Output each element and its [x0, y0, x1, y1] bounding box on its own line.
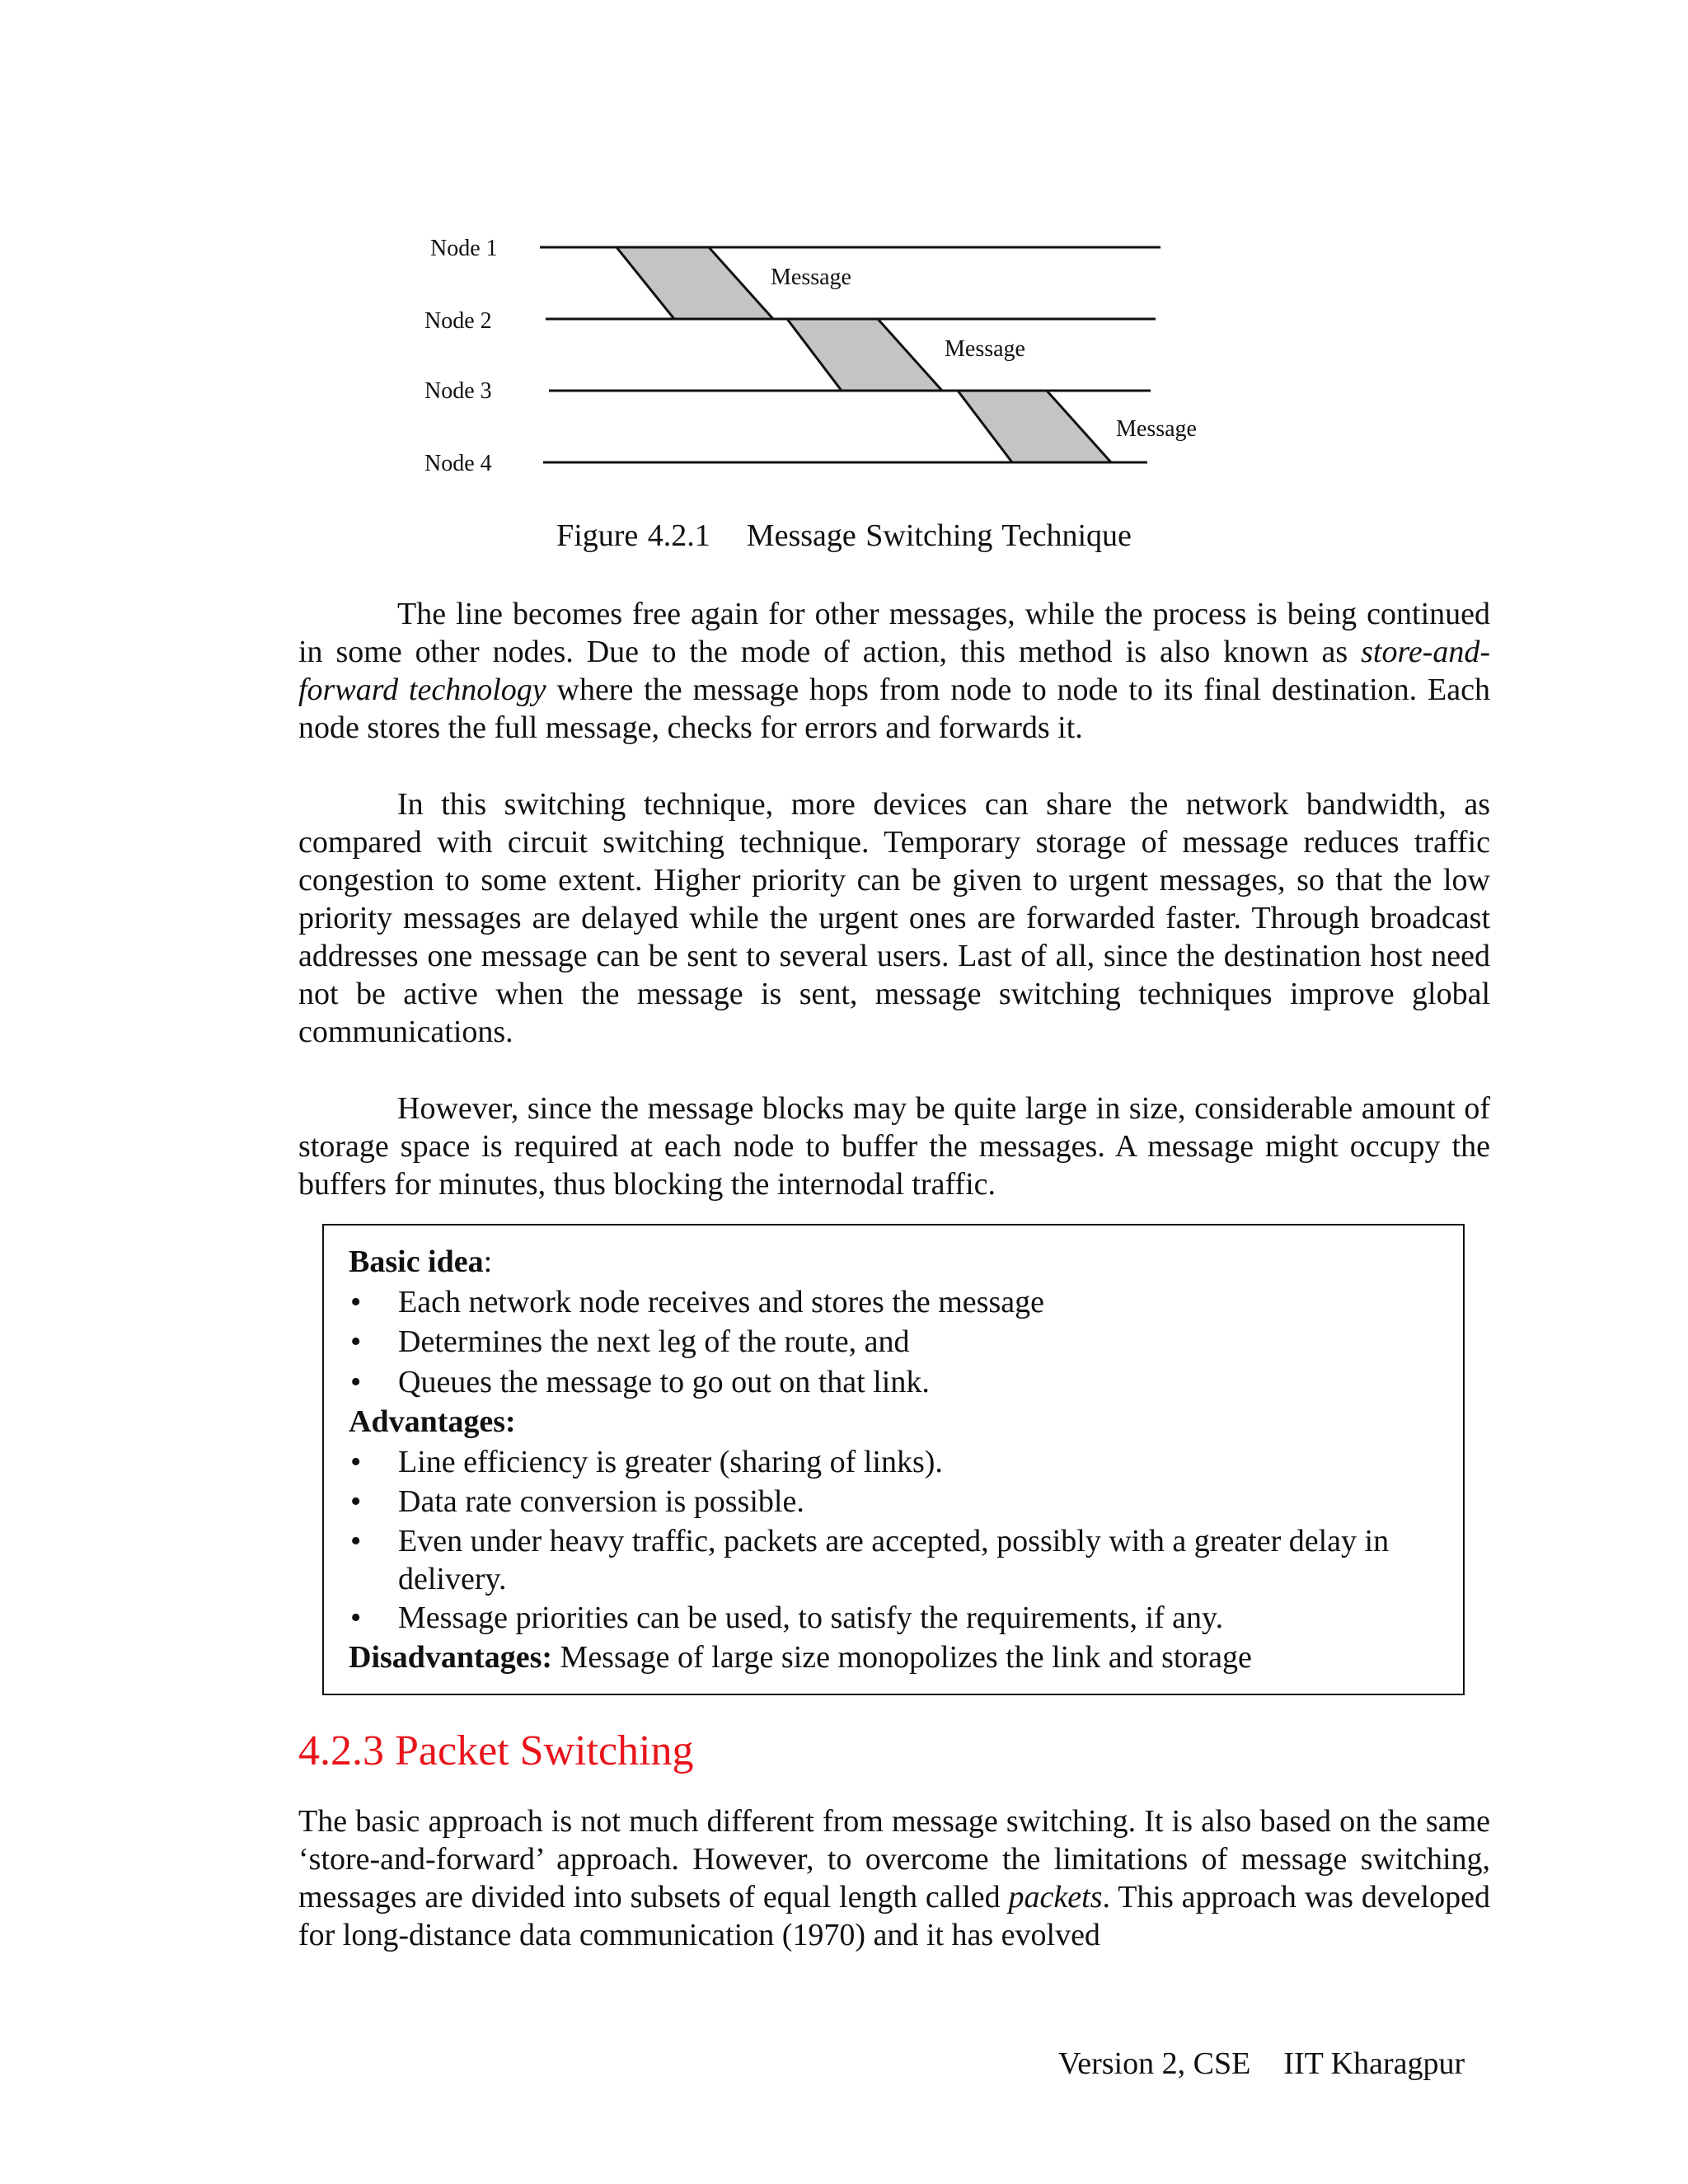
p1-text-end: where the message hops from node to node to its final destination. Each node stores the full message, checks for errors and forwards it. [298, 673, 1490, 745]
message-block-3 [958, 391, 1111, 462]
figure-title: Message Switching Technique [746, 518, 1132, 553]
disadvantages-line: Disadvantages: Message of large size monopolizes the link and storage [349, 1640, 1252, 1675]
message-label-3: Message [1116, 416, 1197, 442]
p1-italic-term: store-and-forward technology [298, 635, 1490, 707]
footer-version: Version 2, CSE [1058, 2046, 1251, 2081]
basic-idea-heading: Basic idea: [349, 1244, 493, 1279]
paragraph-drawbacks [298, 1090, 1490, 1203]
list-item: • Queues the message to go out on that link. [350, 1364, 930, 1399]
message-label-2: Message [945, 336, 1025, 362]
p1-text-start: The line becomes free again for other messages, while the process is being continued in some other nodes. Due to the mode of action, this method is also known as [298, 597, 1490, 669]
advantages-heading: Advantages: [349, 1404, 516, 1439]
list-item: • Line efficiency is greater (sharing of links). [350, 1444, 943, 1479]
ps-italic-term: packets [1008, 1880, 1103, 1915]
node-3-label: Node 3 [424, 378, 492, 404]
message-label-1: Message [771, 265, 851, 290]
message-switching-diagram [0, 0, 1688, 494]
paragraph-store-and-forward [298, 595, 1490, 747]
node-2-label: Node 2 [424, 308, 492, 334]
section-title: 4.2.3 Packet Switching [298, 1727, 694, 1774]
figure-caption [0, 518, 1688, 554]
footer-institute: IIT Kharagpur [1283, 2046, 1465, 2081]
basic-idea-list [349, 1282, 1440, 1403]
figure-number: Figure 4.2.1 [556, 518, 710, 553]
list-item: • Determines the next leg of the route, and [350, 1324, 910, 1359]
p3-text: However, since the message blocks may be quite large in size, considerable amount of storage space is required at each node to buffer the messages. A message might occupy the buffers for minutes, thus blocking the internodal traffic. [298, 1091, 1490, 1202]
list-item: • Even under heavy traffic, packets are accepted, possibly with a greater delay in delivery. [350, 1523, 1390, 1596]
advantages-list [349, 1442, 1440, 1638]
paragraph-packet-switching [298, 1802, 1490, 1954]
ps-text-start: The basic approach is not much different from message switching. It is also based on the same ‘store-and-forward’ approach. However, to overcome the limitations of message switching, messages are divided into subsets of equal length called [298, 1804, 1490, 1915]
paragraph-benefits [298, 785, 1490, 1051]
node-4-label: Node 4 [424, 451, 492, 476]
p2-text: In this switching technique, more devices can share the network bandwidth, as compared with circuit switching technique. Temporary storage of message reduces traffic congestion to some extent. Higher priority can be given to urgent messages, so that the low priority messages are delayed while the urgent ones are forwarded faster. Through broadcast addresses one message can be sent to several users. Last of all, since the destination host need not be active when the message is sent, message switching techniques improve global communications. [298, 787, 1490, 1049]
page-footer [1058, 2046, 1465, 2082]
ps-text-end: . This approach was developed for long-distance data communication (1970) and it has evolved [298, 1880, 1490, 1952]
message-block-1 [617, 247, 773, 319]
node-1-label: Node 1 [430, 236, 498, 261]
list-item: • Each network node receives and stores the message [350, 1284, 1044, 1319]
list-item: • Message priorities can be used, to satisfy the requirements, if any. [350, 1600, 1224, 1635]
list-item: • Data rate conversion is possible. [350, 1484, 804, 1519]
message-block-2 [787, 319, 942, 391]
summary-box [322, 1224, 1465, 1695]
